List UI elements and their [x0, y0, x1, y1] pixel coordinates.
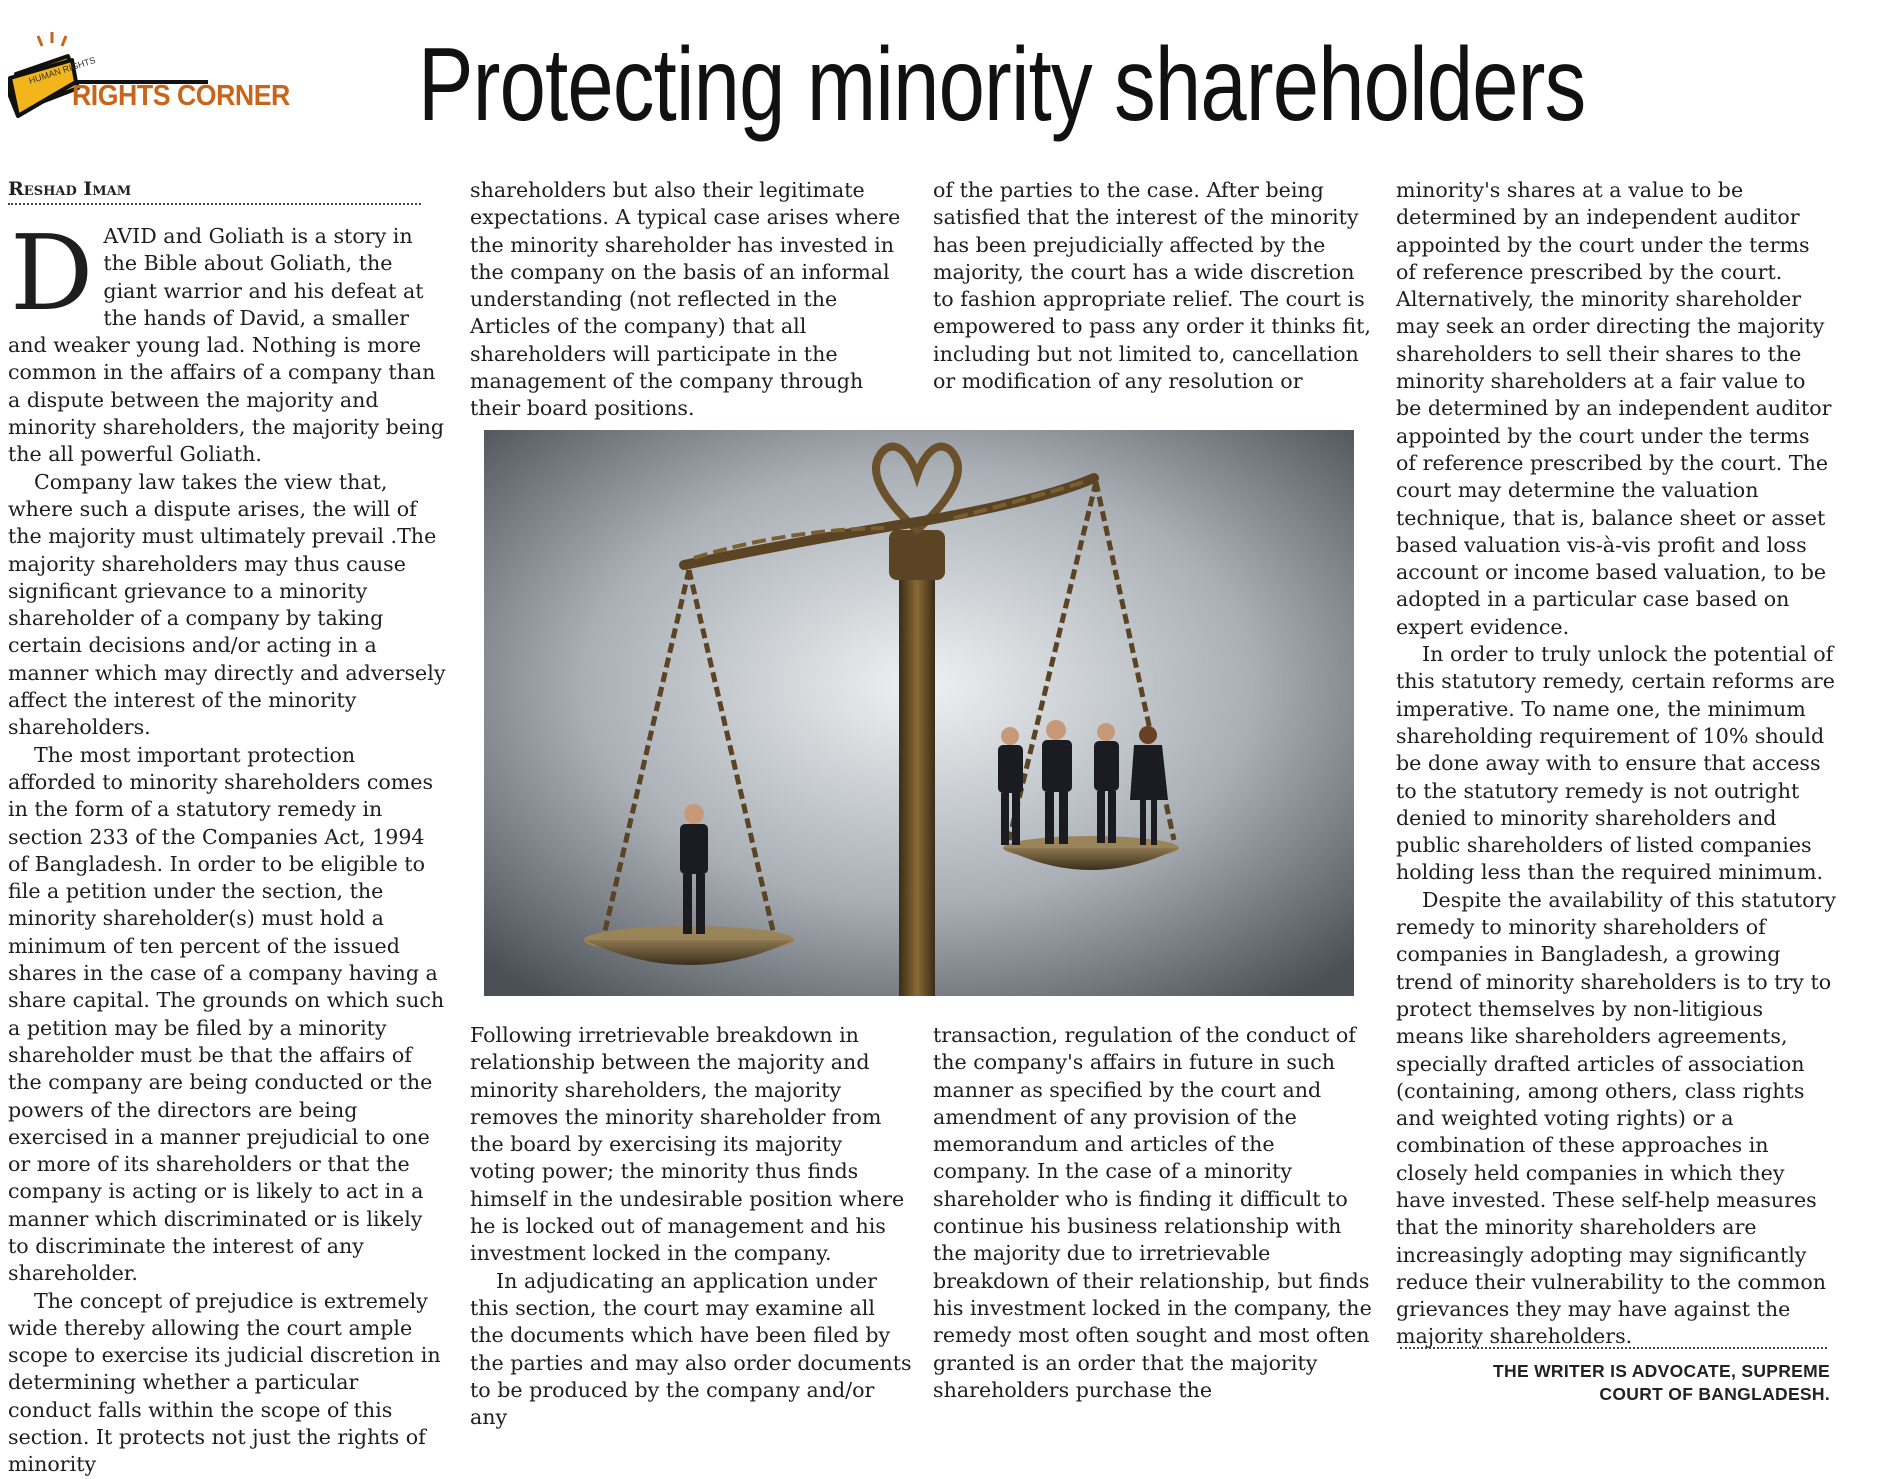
- writer-credit: [1400, 1360, 1830, 1406]
- column-2-bottom: [470, 1022, 912, 1431]
- column-3-top: [933, 177, 1375, 395]
- paragraph: of the parties to the case. After being satisfied that the interest of the minority has been prejudicially affected by the majority, the court has a wide discretion to fashion appropriate relief. The court is empowered to pass any order it thinks fit, including but not limited to, cancellation or modification of any resolution or: [933, 178, 1371, 394]
- balance-scale-photo: [484, 430, 1354, 996]
- divider: [1400, 1347, 1827, 1349]
- writer-credit-line-2: COURT OF BANGLADESH.: [1599, 1384, 1830, 1404]
- paragraph: The concept of prejudice is extremely wide thereby allowing the court ample scope to exercise its judicial discretion in determining whether a particular conduct falls within the scope of this section. It protects not just the rights of minority: [8, 1288, 441, 1477]
- paragraph: transaction, regulation of the conduct of the company's affairs in future in such manner as specified by the court and amendment of any provision of the memorandum and articles of the company. In the case of a minority shareholder who is finding it difficult to continue his business relationship with the majority due to irretrievable breakdown of their relationship, but finds his investment locked in the company, the remedy most often sought and most often granted is an order that the majority shareholders purchase the: [933, 1023, 1372, 1402]
- svg-text:HUMAN RIGHTS: HUMAN RIGHTS: [27, 54, 97, 86]
- column-4: [1396, 177, 1836, 1351]
- paragraph: Despite the availability of this statutory remedy to minority shareholders of companies in Bangladesh, a growing trend of minority shareholders is to try to protect themselves by non-litigious means like shareholders agreements, specially drafted articles of association (containing, among others, class rights and weighted voting rights) or a combination of these approaches in closely held companies in which they have invested. These self-help measures that the minority shareholders are increasingly adopting may significantly reduce their vulnerability to the common grievances they may have against the majority shareholders.: [1396, 887, 1836, 1349]
- paragraph: In adjudicating an application under this section, the court may examine all the documents which have been filed by the parties and may also order documents to be produced by the company and/or any: [470, 1268, 912, 1430]
- paragraph: Company law takes the view that, where such a dispute arises, the will of the majority must ultimately prevail .The majority shareholders may thus cause significant grievance to a minority shareholder of a company by taking certain decisions and/or acting in a manner which may directly and adversely affect the interest of the minority shareholders.: [8, 469, 446, 740]
- paragraph: minority's shares at a value to be determined by an independent auditor appointed by the court under the terms of reference prescribed by the court. Alternatively, the minority shareholder may seek an order directing the majority shareholders to sell their shares to the minority shareholders at a fair value to be determined by an independent auditor appointed by the court under the terms of reference prescribed by the court. The court may determine the valuation technique, that is, balance sheet or asset based valuation vis-à-vis profit and loss account or income based valuation, to be adopted in a particular case based on expert evidence.: [1396, 178, 1832, 639]
- paragraph: The most important protection afforded to minority shareholders comes in the form of a statutory remedy in section 233 of the Companies Act, 1994 of Bangladesh. In order to be eligible to file a petition under the section, the minority shareholder(s) must hold a minimum of ten percent of the issued shares in the case of a company having a share capital. The grounds on which such a petition may be filed by a minority shareholder must be that the affairs of the company are being conducted or the powers of the directors are being exercised in a manner prejudicial to one or more of its shareholders or that the company is acting or is likely to act in a manner which discriminated or is likely to discriminate the interest of any shareholder.: [8, 742, 445, 1286]
- section-label: RIGHTS CORNER: [72, 80, 290, 112]
- dropcap: D: [10, 212, 94, 334]
- headline: Protecting minority shareholders: [418, 27, 1586, 143]
- column-1: [8, 212, 448, 1479]
- column-2-top: [470, 177, 912, 423]
- column-3-bottom: [933, 1022, 1375, 1404]
- paragraph: Following irretrievable breakdown in relationship between the majority and minority shareholders, the majority removes the minority shareholder from the board by exercising its majority voting power; the minority thus finds himself in the undesirable position where he is locked out of management and his investment locked in the company.: [470, 1023, 905, 1266]
- paragraph: In order to truly unlock the potential of this statutory remedy, certain reforms are imperative. To name one, the minimum shareholding requirement of 10% should be done away with to ensure that access to the statutory remedy is not outright denied to minority shareholders and public shareholders of listed companies holding less than the required minimum.: [1396, 642, 1835, 885]
- lead-paragraph: [8, 212, 448, 469]
- paragraph: shareholders but also their legitimate expectations. A typical case arises where the minority shareholder has invested in the company on the basis of an informal understanding (not reflected in the Articles of the company) that all shareholders will participate in the management of the company through their board positions.: [470, 178, 901, 421]
- lead-paragraph-text: AVID and Goliath is a story in the Bible about Goliath, the giant warrior and his defeat at the hands of David, a smaller and weaker young lad. Nothing is more common in the affairs of a company than a dispute between the majority and minority shareholders, the majority being the all powerful Goliath.: [8, 224, 445, 467]
- byline: Reshad Imam: [8, 178, 421, 205]
- writer-credit-line-1: THE WRITER IS ADVOCATE, SUPREME: [1493, 1361, 1830, 1381]
